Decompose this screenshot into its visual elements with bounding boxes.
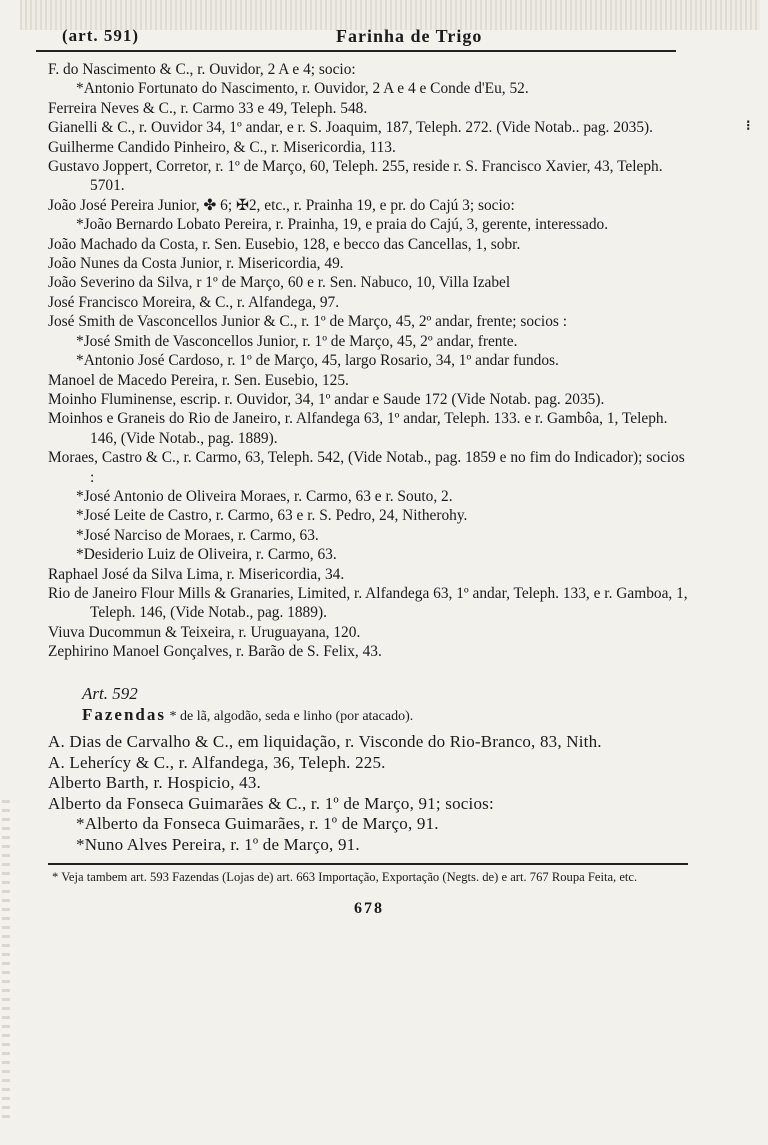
category-title: Fazendas (82, 705, 166, 724)
directory-entry: Moinho Fluminense, escrip. r. Ouvidor, 34, 1º andar e Saude 172 (Vide Notab. pag. 2035). (48, 390, 605, 408)
socio-entry: *Antonio José Cardoso, r. 1º de Março, 45, largo Rosario, 34, 1º andar fundos. (76, 352, 559, 370)
directory-entry: João Severino da Silva, r 1º de Março, 60 e r. Sen. Nabuco, 10, Villa Izabel (48, 274, 511, 292)
section-592-entries (48, 732, 690, 855)
directory-entry: Viuva Ducommun & Teixeira, r. Uruguayana, 120. (48, 623, 361, 641)
directory-entry: A. Dias de Carvalho & C., em liquidação, r. Visconde do Rio-Branco, 83, Nith. (48, 732, 602, 752)
running-title: Farinha de Trigo (336, 26, 483, 46)
socio-entry: *José Narciso de Moraes, r. Carmo, 63. (76, 526, 319, 544)
footnote-divider (48, 863, 688, 865)
directory-entry: João Nunes da Costa Junior, r. Misericordia, 49. (48, 255, 344, 273)
socio-entry: *José Leite de Castro, r. Carmo, 63 e r. S. Pedro, 24, Nitherohy. (76, 507, 468, 525)
directory-entry: Zephirino Manoel Gonçalves, r. Barão de S. Felix, 43. (48, 643, 382, 661)
socio-entry: *João Bernardo Lobato Pereira, r. Prainha, 19, e praia do Cajú, 3, gerente, interessado. (76, 216, 609, 234)
scan-left-edge (2, 800, 10, 1120)
directory-entry: A. Leherícy & C., r. Alfandega, 36, Teleph. 225. (48, 752, 386, 772)
directory-entry: José Francisco Moreira, & C., r. Alfandega, 97. (48, 293, 340, 311)
page-number: 678 (354, 900, 384, 918)
directory-entry: Raphael José da Silva Lima, r. Misericordia, 34. (48, 565, 345, 583)
directory-entry: Alberto Barth, r. Hospicio, 43. (48, 773, 262, 793)
socio-entry: *José Antonio de Oliveira Moraes, r. Carmo, 63 e r. Souto, 2. (76, 487, 453, 505)
directory-entry: Gustavo Joppert, Corretor, r. 1º de Março, 60, Teleph. 255, reside r. S. Francisco Xavier, 43, Teleph. 5701. (48, 158, 663, 195)
category-description: * de lã, algodão, seda e linho (por atacado). (169, 709, 414, 724)
directory-entry: Rio de Janeiro Flour Mills & Granaries, Limited, r. Alfandega 63, 1º andar, Teleph. 133, e r. Gamboa, 1, Teleph. 146, (Vide Notab., pag. 1889). (48, 584, 688, 622)
directory-entry: Gianelli & C., r. Ouvidor 34, 1º andar, e r. S. Joaquim, 187, Teleph. 272. (Vide Notab.. pag. 2035). (48, 119, 654, 137)
socio-entry: *Desiderio Luiz de Oliveira, r. Carmo, 63. (76, 546, 337, 564)
directory-entry: João Machado da Costa, r. Sen. Eusebio, 128, e becco das Cancellas, 1, sobr. (48, 235, 521, 253)
directory-entry: Manoel de Macedo Pereira, r. Sen. Eusebio, 125. (48, 371, 349, 389)
socio-entry: *Nuno Alves Pereira, r. 1º de Março, 91. (76, 834, 360, 854)
margin-mark: ⁝ (746, 119, 751, 134)
directory-entry: João José Pereira Junior, ✤ 6; ✠2, etc., r. Prainha 19, e pr. do Cajú 3; socio: (48, 196, 515, 214)
directory-entry: José Smith de Vasconcellos Junior & C., r. 1º de Março, 45, 2º andar, frente; socios : (48, 313, 568, 331)
directory-entry: Moinhos e Graneis do Rio de Janeiro, r. Alfandega 63, 1º andar, Teleph. 133. e r. Gambôa, 1, Teleph. 146, (Vide Notab., pag. 1889). (48, 410, 668, 447)
article-reference: (art. 591) (62, 26, 140, 45)
directory-entry: Guilherme Candido Pinheiro, & C., r. Misericordia, 113. (48, 138, 396, 156)
directory-entry: Alberto da Fonseca Guimarães & C., r. 1º de Março, 91; socios: (48, 793, 494, 813)
page-body (48, 60, 690, 919)
category-line (82, 705, 690, 726)
socio-entry: *José Smith de Vasconcellos Junior, r. 1º de Março, 45, 2º andar, frente. (76, 332, 518, 350)
directory-entry: F. do Nascimento & C., r. Ouvidor, 2 A e 4; socio: (48, 61, 356, 78)
directory-entry: Moraes, Castro & C., r. Carmo, 63, Teleph. 542, (Vide Notab., pag. 1859 e no fim do Indicador); socios : (48, 449, 685, 486)
directory-entry: Ferreira Neves & C., r. Carmo 33 e 49, Teleph. 548. (48, 99, 368, 117)
footnote: * Veja tambem art. 593 Fazendas (Lojas de) art. 663 Importação, Exportação (Negts. de) e art. 767 Roupa Feita, etc. (52, 870, 638, 885)
socio-entry: *Antonio Fortunato do Nascimento, r. Ouvidor, 2 A e 4 e Conde d'Eu, 52. (76, 80, 529, 98)
page-header (36, 24, 676, 52)
article-heading: Art. 592 (82, 683, 138, 703)
socio-entry: *Alberto da Fonseca Guimarães, r. 1º de Março, 91. (76, 814, 439, 834)
